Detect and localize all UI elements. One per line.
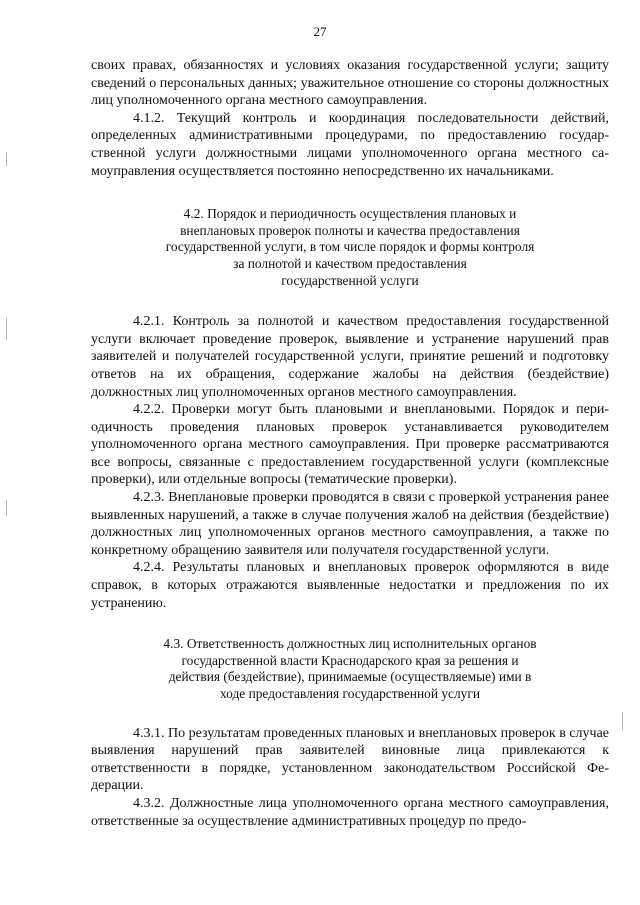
scan-artifact — [622, 712, 623, 730]
document-body — [91, 57, 609, 830]
scan-artifact — [6, 500, 7, 516]
section-heading-4-3 — [91, 636, 609, 702]
paragraph-4-1-2: 4.1.2. Текущий контроль и координация последовательности действий, определенных административными процедурами, по предоставлению государственной услуги должностными лицами уполномоченного органа местного самоуправления осуществляется постоянно непосредственно их начальниками. — [91, 110, 609, 179]
heading-line: государственной услуги, в том числе порядок и формы контроля — [165, 239, 535, 255]
paragraph-rights-continuation: своих правах, обязанностях и условиях оказания государственной услуги; защиту сведений о персональных данных; уважительное отношение со стороны должностных лиц уполномоченного органа местного самоуправления. — [91, 58, 609, 109]
heading-line: за полнотой и качеством предоставления — [233, 255, 467, 271]
paragraph-4-2-3: 4.2.3. Внеплановые проверки проводятся в связи с проверкой устранения ранее выявленных нарушений, а также в случае получения жалоб на действия (бездействие) должностных лиц уполномоченных органов местного самоуправления, а также по конкретному обращению заявителя или получателя государственной услуги. — [91, 490, 609, 558]
heading-line: внеплановых проверок полноты и качества предоставления — [180, 222, 520, 238]
heading-line: 4.3. Ответственность должностных лиц исполнительных органов — [163, 636, 537, 652]
paragraph-4-2-1: 4.2.1. Контроль за полнотой и качеством предоставления государственной услуги включает проведение проверок, выявление и устранение нарушений прав заявителей и получателей государственной услуги, принятие решений и подготовку ответов на их обращения, содержание жалобы на действия (бездействие) должностных лиц уполномоченных органов местного самоуправления. — [91, 314, 609, 400]
scan-artifact — [6, 318, 7, 340]
heading-line: государственной услуги — [281, 272, 419, 288]
heading-line: 4.2. Порядок и периодичность осуществления плановых и — [183, 206, 517, 222]
section-heading-4-2 — [91, 206, 609, 289]
heading-line: ходе предоставления государственной услуги — [219, 686, 481, 701]
paragraph-4-3-1: 4.3.1. По результатам проведенных плановых и внеплановых проверок в случае выявления нарушений прав заявителей виновные лица привлекаются к ответственности в порядке, установленном законодательством Российской Федерации. — [91, 725, 609, 794]
page-number: 27 — [313, 24, 327, 39]
heading-line: государственной власти Краснодарского края за решения и — [181, 652, 519, 668]
paragraph-4-3-2: 4.3.2. Должностные лица уполномоченного органа местного самоуправления, ответственные за осуществление административных процедур по предо- — [91, 795, 609, 829]
heading-line: действия (бездействие), принимаемые (осуществляемые) ими в — [168, 669, 532, 685]
paragraph-4-2-2: 4.2.2. Проверки могут быть плановыми и внеплановыми. Порядок и периодичность проведения плановых проверок устанавливается руководителем уполномоченного органа местного самоуправления. При проверке рассматриваются все вопросы, связанные с предоставлением государственной услуги (комплексные проверки), или отдельные вопросы (тематические проверки). — [91, 402, 609, 488]
paragraph-4-2-4: 4.2.4. Результаты плановых и внеплановых проверок оформляются в виде справок, в которых отражаются выявленные недостатки и предложения по их устранению. — [91, 560, 609, 611]
scan-artifact — [6, 152, 7, 166]
